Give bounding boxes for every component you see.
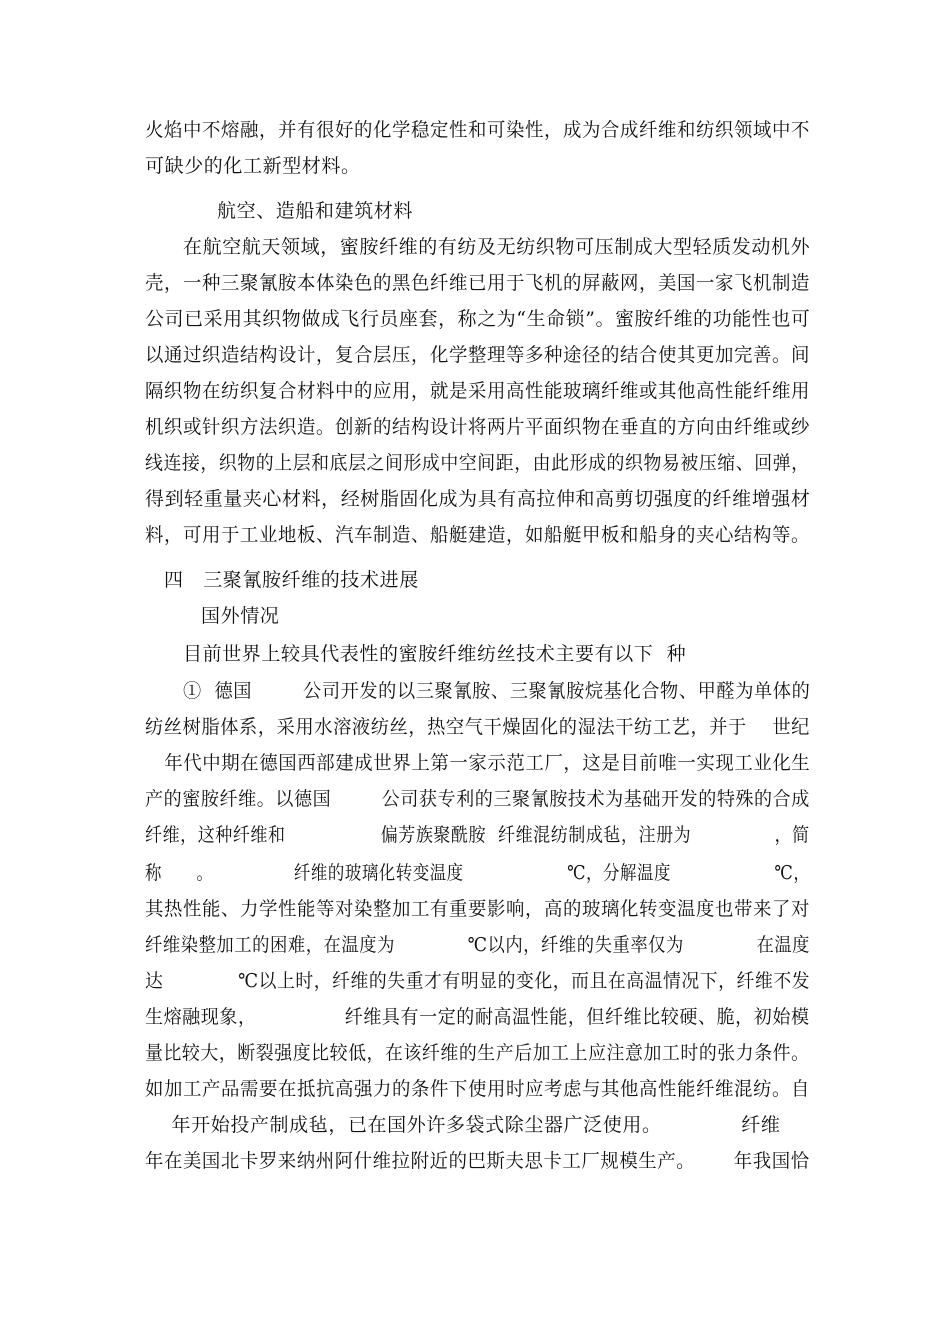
text-line: 称 。 纤维的玻璃化转变温度 ℃，分解温度 ℃，: [145, 862, 811, 884]
text-line: 如加工产品需要在抵抗高强力的条件下使用时应考虑与其他高性能纤维混纺。自: [145, 1078, 811, 1100]
text-line: 在航空航天领域，蜜胺纤维的有纺及无纺织物可压制成大型轻质发动机外: [183, 236, 811, 258]
text-line: 得到轻重量夹心材料，经树脂固化成为具有高拉伸和高剪切强度的纤维增强材: [145, 488, 811, 510]
text-line: 产的蜜胺纤维。以德国 公司获专利的三聚氰胺技术为基础开发的特殊的合成: [145, 788, 810, 810]
text-line: 公司已采用其织物做成飞行员座套，称之为“生命锁”。蜜胺纤维的功能性也可: [145, 308, 811, 330]
text-line: 年代中期在德国西部建成世界上第一家示范工厂，这是目前唯一实现工业化生: [145, 752, 811, 774]
text-line: 机织或针织方法织造。创新的结构设计将两片平面织物在垂直的方向由纤维或纱: [145, 416, 811, 438]
section-heading: 航空、造船和建筑材料: [217, 200, 414, 222]
text-line: 线连接，织物的上层和底层之间形成中空间距，由此形成的织物易被压缩、回弹，: [145, 452, 810, 474]
text-line: 料，可用于工业地板、汽车制造、船艇建造，如船艇甲板和船身的夹心结构等。: [145, 524, 811, 546]
text-line: 隔织物在纺织复合材料中的应用，就是采用高性能玻璃纤维或其他高性能纤维用: [145, 380, 811, 402]
text-line: 壳，一种三聚氰胺本体染色的黑色纤维已用于飞机的屏蔽网，美国一家飞机制造: [145, 272, 811, 294]
text-line: 年在美国北卡罗来纳州阿什维拉附近的巴斯夫思卡工厂规模生产。 年我国恰: [145, 1150, 810, 1172]
text-line: 年开始投产制成毡，已在国外许多袋式除尘器广泛使用。 纤维: [145, 1114, 781, 1136]
text-line: 纤维染整加工的困难，在温度为 ℃以内，纤维的失重率仅为 在温度: [145, 934, 811, 956]
text-line: 量比较大，断裂强度比较低，在该纤维的生产后加工上应注意加工时的张力条件。: [145, 1042, 810, 1064]
text-line: 可缺少的化工新型材料。: [145, 155, 361, 177]
text-line: 生熔融现象， 纤维具有一定的耐高温性能，但纤维比较硬、脆，初始模: [145, 1006, 810, 1028]
text-line: 火焰中不熔融，并有很好的化学稳定性和可染性，成为合成纤维和纺织领域中不: [145, 119, 811, 141]
subsection-heading: 国外情况: [201, 605, 280, 627]
text-line: ① 德国 公司开发的以三聚氰胺、三聚氰胺烷基化合物、甲醛为单体的: [183, 680, 811, 702]
section-heading: 四 三聚氰胺纤维的技术进展: [164, 569, 419, 591]
text-line: 以通过织造结构设计，复合层压，化学整理等多种途径的结合使其更加完善。间: [145, 344, 811, 366]
text-line: 纤维，这种纤维和 偏芳族聚酰胺 纤维混纺制成毡，注册为 ，简: [145, 824, 810, 846]
text-line: 其热性能、力学性能等对染整加工有重要影响，高的玻璃化转变温度也带来了对: [145, 898, 811, 920]
text-line: 达 ℃以上时，纤维的失重才有明显的变化，而且在高温情况下，纤维不发: [145, 970, 811, 992]
text-line: 目前世界上较具代表性的蜜胺纤维纺丝技术主要有以下 种: [183, 643, 687, 665]
text-line: 纺丝树脂体系，采用水溶液纺丝，热空气干燥固化的湿法干纺工艺，并于 世纪: [145, 716, 810, 738]
